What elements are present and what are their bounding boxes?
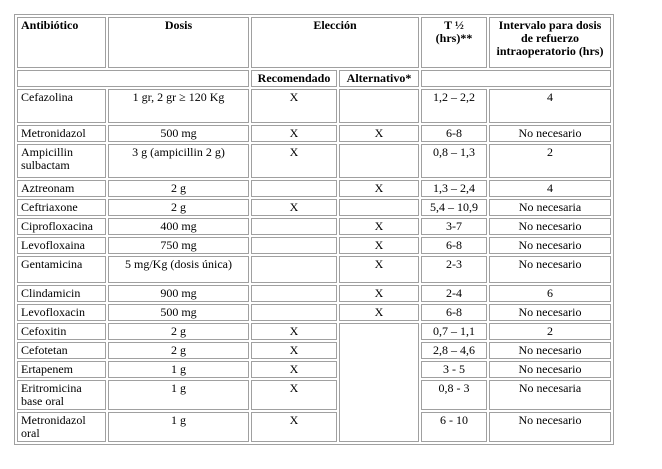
cell-interval: 2 (489, 323, 611, 340)
cell-half-life: 6-8 (421, 304, 487, 321)
cell-half-life: 3 - 5 (421, 361, 487, 378)
table-row (17, 144, 611, 178)
cell-recommended (251, 237, 337, 254)
cell-antibiotic: Metronidazol oral (17, 412, 106, 442)
cell-antibiotic: Ceftriaxone (17, 199, 106, 216)
cell-dose: 1 g (108, 380, 249, 410)
cell-recommended: X (251, 89, 337, 123)
cell-dose: 400 mg (108, 218, 249, 235)
cell-interval: 4 (489, 180, 611, 197)
cell-dose: 3 g (ampicillin 2 g) (108, 144, 249, 178)
cell-alternative (339, 144, 419, 178)
cell-antibiotic: Levofloxaina (17, 237, 106, 254)
cell-antibiotic: Ciprofloxacina (17, 218, 106, 235)
cell-dose: 2 g (108, 199, 249, 216)
cell-alternative: X (339, 125, 419, 142)
cell-recommended: X (251, 199, 337, 216)
cell-recommended (251, 218, 337, 235)
cell-interval: 2 (489, 144, 611, 178)
header-alternative: Alternativo* (339, 70, 419, 87)
cell-interval: No necesario (489, 218, 611, 235)
cell-recommended: X (251, 380, 337, 410)
table-row (17, 256, 611, 283)
cell-interval: No necesario (489, 256, 611, 283)
cell-antibiotic: Aztreonam (17, 180, 106, 197)
cell-interval: No necesario (489, 342, 611, 359)
cell-alternative: X (339, 285, 419, 302)
cell-alternative (339, 89, 419, 123)
table-row (17, 89, 611, 123)
table-row (17, 237, 611, 254)
cell-antibiotic: Ampicillin sulbactam (17, 144, 106, 178)
cell-recommended (251, 256, 337, 283)
header-spacer-right (421, 70, 611, 87)
cell-interval: 4 (489, 89, 611, 123)
cell-alternative (339, 323, 419, 442)
table-row (17, 412, 611, 442)
header-interval: Intervalo para dosis de refuerzo intraoperatorio (hrs) (489, 17, 611, 68)
cell-half-life: 2-3 (421, 256, 487, 283)
cell-alternative: X (339, 237, 419, 254)
cell-half-life: 0,7 – 1,1 (421, 323, 487, 340)
cell-dose: 1 g (108, 361, 249, 378)
header-antibiotic: Antibiótico (17, 17, 106, 68)
cell-alternative: X (339, 304, 419, 321)
cell-dose: 1 g (108, 412, 249, 442)
cell-antibiotic: Clindamicin (17, 285, 106, 302)
cell-antibiotic: Ertapenem (17, 361, 106, 378)
cell-interval: No necesaria (489, 380, 611, 410)
cell-dose: 2 g (108, 180, 249, 197)
cell-half-life: 6 - 10 (421, 412, 487, 442)
cell-recommended: X (251, 361, 337, 378)
cell-half-life: 1,3 – 2,4 (421, 180, 487, 197)
cell-antibiotic: Cefazolina (17, 89, 106, 123)
cell-half-life: 3-7 (421, 218, 487, 235)
table-row (17, 380, 611, 410)
cell-interval: No necesario (489, 361, 611, 378)
cell-half-life: 5,4 – 10,9 (421, 199, 487, 216)
cell-dose: 5 mg/Kg (dosis única) (108, 256, 249, 283)
antibiotic-table (14, 14, 614, 445)
header-spacer (17, 70, 249, 87)
cell-recommended (251, 304, 337, 321)
cell-antibiotic: Cefotetan (17, 342, 106, 359)
table-row (17, 304, 611, 321)
cell-interval: 6 (489, 285, 611, 302)
cell-dose: 1 gr, 2 gr ≥ 120 Kg (108, 89, 249, 123)
cell-interval: No necesario (489, 304, 611, 321)
cell-antibiotic: Cefoxitin (17, 323, 106, 340)
table-row (17, 323, 611, 340)
cell-dose: 900 mg (108, 285, 249, 302)
cell-recommended: X (251, 323, 337, 340)
cell-dose: 750 mg (108, 237, 249, 254)
header-dose: Dosis (108, 17, 249, 68)
header-half-life: T ½ (hrs)** (421, 17, 487, 68)
cell-half-life: 6-8 (421, 237, 487, 254)
cell-dose: 500 mg (108, 125, 249, 142)
cell-interval: No necesario (489, 412, 611, 442)
cell-half-life: 6-8 (421, 125, 487, 142)
table-row (17, 218, 611, 235)
cell-recommended: X (251, 144, 337, 178)
cell-antibiotic: Eritromicina base oral (17, 380, 106, 410)
cell-antibiotic: Levofloxacin (17, 304, 106, 321)
cell-recommended (251, 285, 337, 302)
cell-alternative: X (339, 218, 419, 235)
cell-interval: No necesaria (489, 199, 611, 216)
cell-half-life: 2,8 – 4,6 (421, 342, 487, 359)
cell-dose: 2 g (108, 323, 249, 340)
cell-recommended: X (251, 125, 337, 142)
cell-half-life: 0,8 – 1,3 (421, 144, 487, 178)
cell-half-life: 0,8 - 3 (421, 380, 487, 410)
cell-recommended: X (251, 342, 337, 359)
cell-alternative (339, 199, 419, 216)
cell-half-life: 2-4 (421, 285, 487, 302)
header-choice: Elección (251, 17, 419, 68)
cell-interval: No necesario (489, 237, 611, 254)
table-row (17, 199, 611, 216)
cell-recommended: X (251, 412, 337, 442)
table-row (17, 180, 611, 197)
table-row (17, 125, 611, 142)
cell-dose: 500 mg (108, 304, 249, 321)
cell-antibiotic: Gentamicina (17, 256, 106, 283)
header-recommended: Recomendado (251, 70, 337, 87)
table-row (17, 342, 611, 359)
table-row (17, 361, 611, 378)
cell-antibiotic: Metronidazol (17, 125, 106, 142)
cell-recommended (251, 180, 337, 197)
cell-alternative: X (339, 256, 419, 283)
cell-dose: 2 g (108, 342, 249, 359)
cell-half-life: 1,2 – 2,2 (421, 89, 487, 123)
cell-alternative: X (339, 180, 419, 197)
cell-interval: No necesario (489, 125, 611, 142)
table-row (17, 285, 611, 302)
